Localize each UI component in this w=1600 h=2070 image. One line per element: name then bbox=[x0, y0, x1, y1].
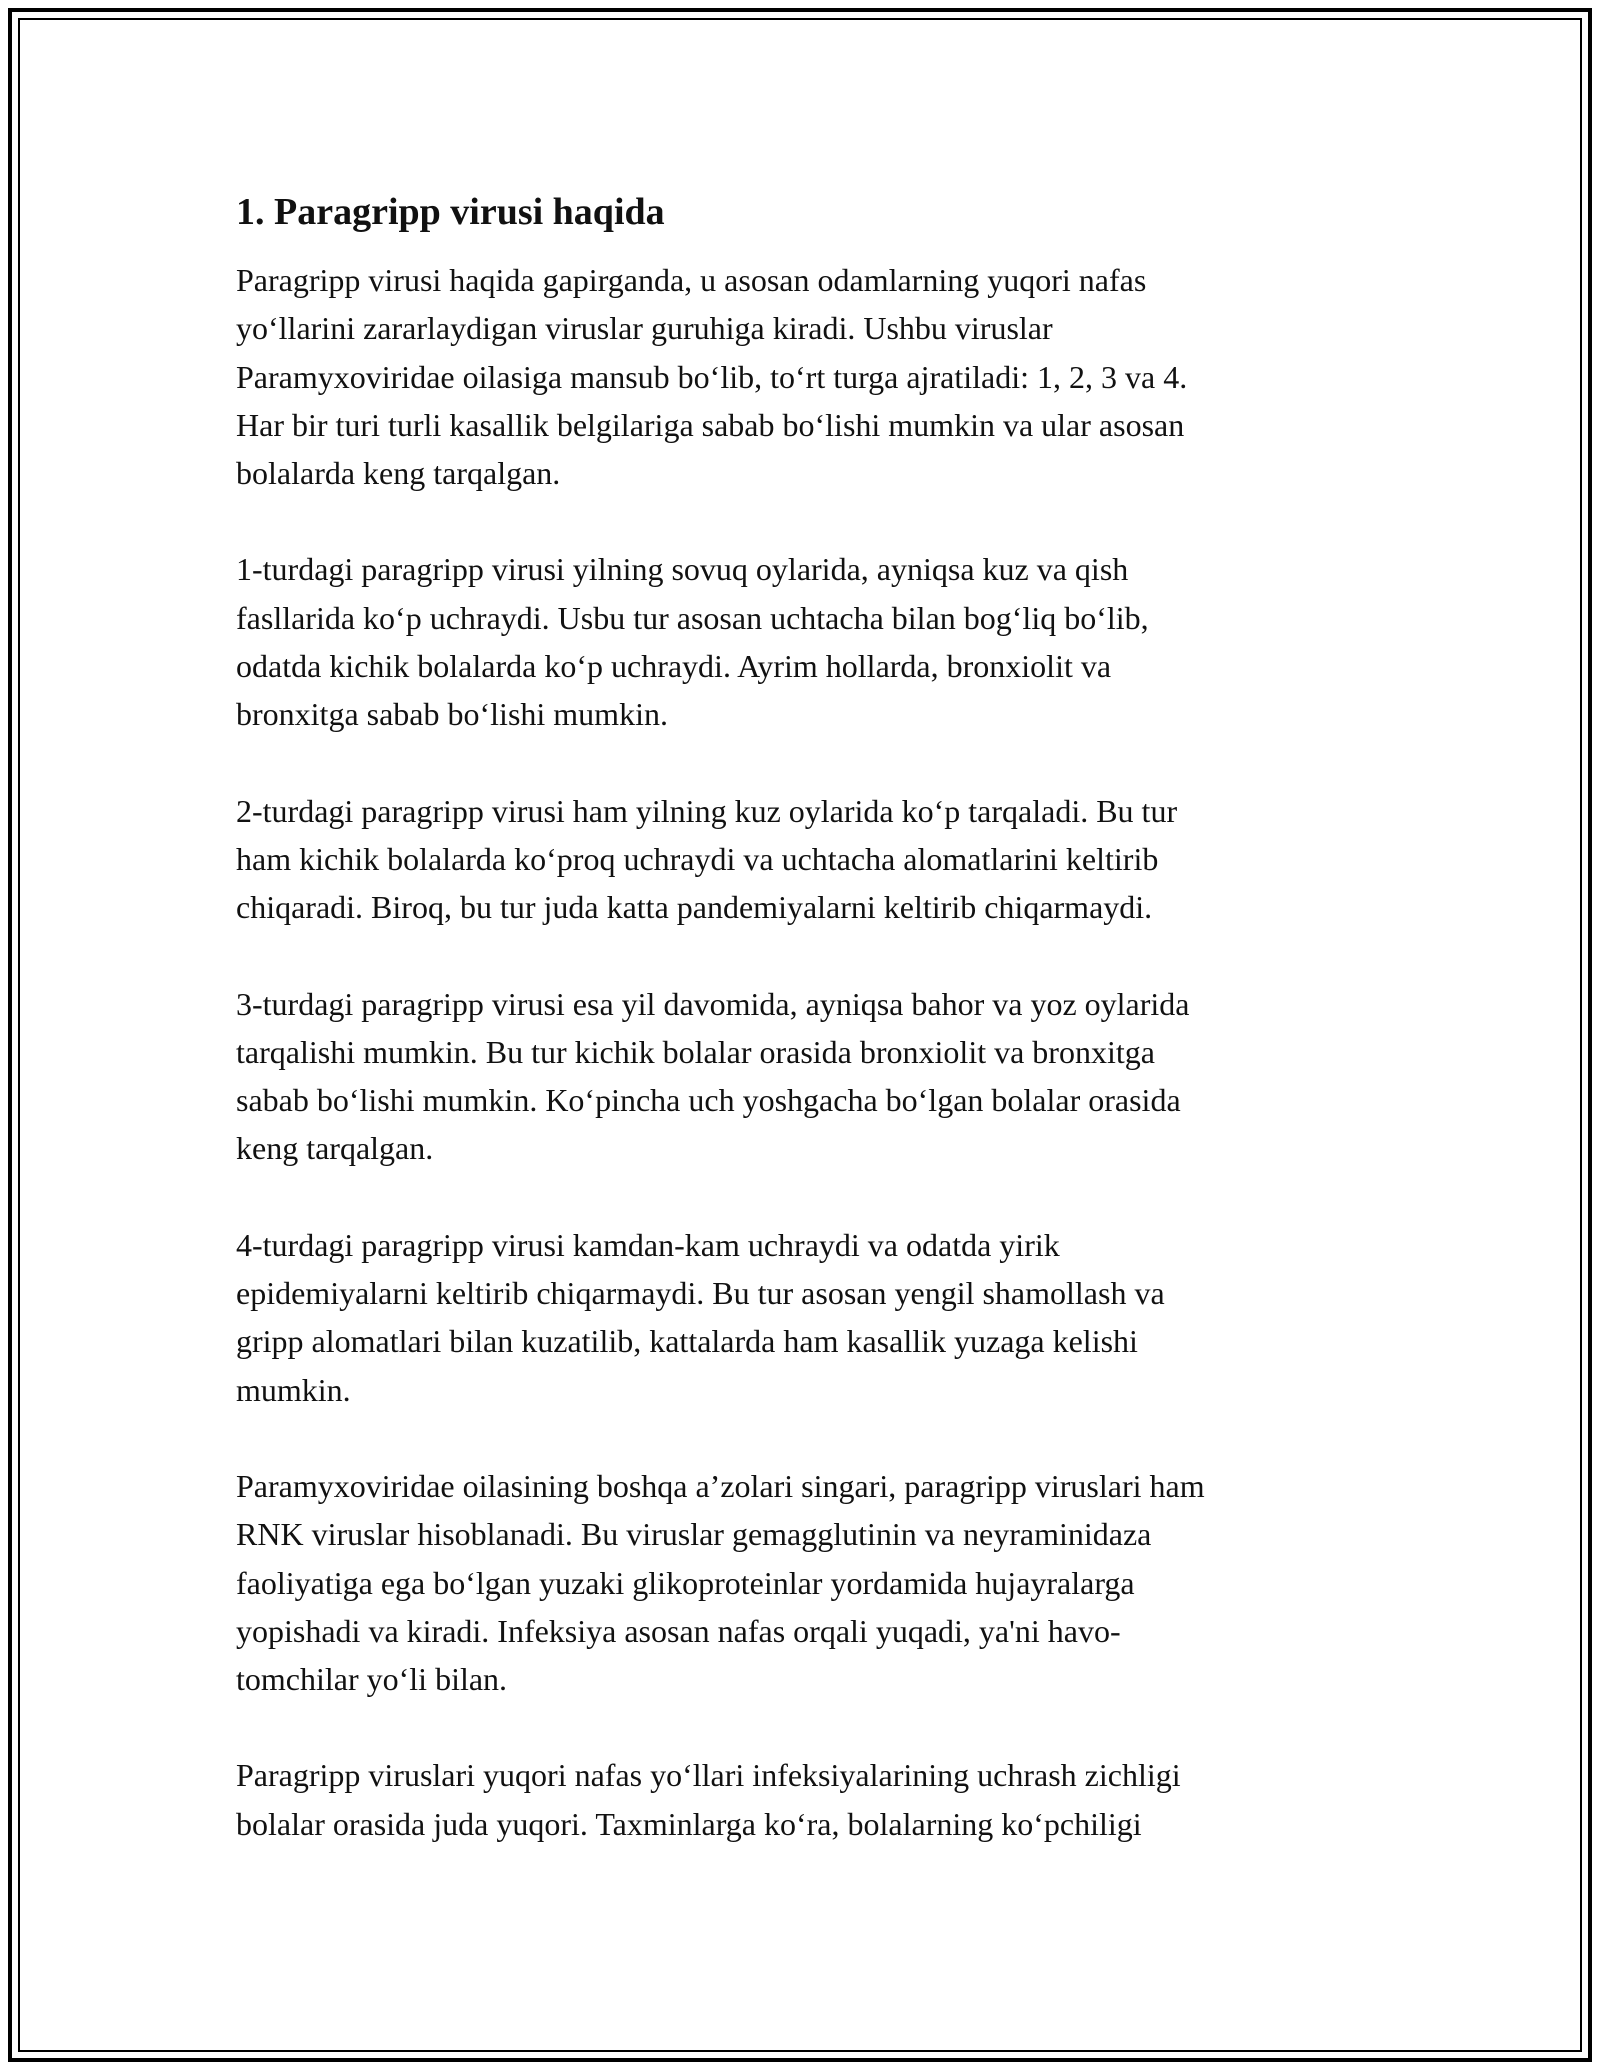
paragraph-line: tarqalishi mumkin. Bu tur kichik bolalar orasida bronxiolit va bronxitga bbox=[236, 1033, 1155, 1070]
paragraph-line: epidemiyalarni keltirib chiqarmaydi. Bu tur asosan yengil shamollash va bbox=[236, 1275, 1165, 1312]
paragraph bbox=[236, 256, 1356, 497]
paragraph bbox=[236, 1462, 1356, 1703]
section-heading: 1. Paragripp virusi haqida bbox=[236, 191, 665, 233]
paragraph bbox=[236, 980, 1356, 1173]
paragraph-line: gripp alomatlari bilan kuzatilib, kattalarda ham kasallik yuzaga kelishi bbox=[236, 1323, 1138, 1360]
paragraph bbox=[236, 787, 1356, 932]
paragraph-line: yopishadi va kiradi. Infeksiya asosan nafas orqali yuqadi, ya'ni havo- bbox=[236, 1612, 1121, 1649]
paragraph-line: 1-turdagi paragripp virusi yilning sovuq oylarida, ayniqsa kuz va qish bbox=[236, 551, 1129, 588]
paragraph-line: 4-turdagi paragripp virusi kamdan-kam uchraydi va odatda yirik bbox=[236, 1226, 1060, 1263]
paragraph-line: odatda kichik bolalarda ko‘p uchraydi. Ayrim hollarda, bronxiolit va bbox=[236, 648, 1112, 685]
paragraph-line: Har bir turi turli kasallik belgilariga sabab bo‘lishi mumkin va ular asosan bbox=[236, 406, 1185, 443]
paragraph-line: bolalar orasida juda yuqori. Taxminlarga ko‘ra, bolalarning ko‘pchiligi bbox=[236, 1805, 1142, 1842]
paragraph-line: chiqaradi. Biroq, bu tur juda katta pandemiyalarni keltirib chiqarmaydi. bbox=[236, 889, 1153, 926]
paragraph-line: mumkin. bbox=[236, 1371, 351, 1408]
paragraph-line: yo‘llarini zararlaydigan viruslar guruhiga kiradi. Ushbu viruslar bbox=[236, 310, 1053, 347]
paragraph-line: faoliyatiga ega bo‘lgan yuzaki glikoproteinlar yordamida hujayralarga bbox=[236, 1564, 1135, 1601]
paragraph-list bbox=[236, 256, 1356, 1848]
paragraph bbox=[236, 1221, 1356, 1414]
paragraph bbox=[236, 545, 1356, 738]
paragraph-line: keng tarqalgan. bbox=[236, 1130, 434, 1167]
paragraph-line: Paramyxoviridae oilasining boshqa a’zolari singari, paragripp viruslari ham bbox=[236, 1467, 1205, 1504]
paragraph-line: bronxitga sabab bo‘lishi mumkin. bbox=[236, 696, 668, 733]
paragraph-line: RNK viruslar hisoblanadi. Bu viruslar gemagglutinin va neyraminidaza bbox=[236, 1516, 1152, 1553]
paragraph-line: bolalarda keng tarqalgan. bbox=[236, 455, 561, 492]
paragraph-line: Paragripp virusi haqida gapirganda, u asosan odamlarning yuqori nafas bbox=[236, 262, 1147, 298]
paragraph bbox=[236, 1751, 1356, 1848]
paragraph-line: Paragripp viruslari yuqori nafas yo‘llari infeksiyalarining uchrash zichligi bbox=[236, 1757, 1181, 1794]
paragraph-line: Paramyxoviridae oilasiga mansub bo‘lib, to‘rt turga ajratiladi: 1, 2, 3 va 4. bbox=[236, 358, 1188, 395]
paragraph-line: 2-turdagi paragripp virusi ham yilning kuz oylarida ko‘p tarqaladi. Bu tur bbox=[236, 792, 1178, 829]
paragraph-line: 3-turdagi paragripp virusi esa yil davomida, ayniqsa bahor va yoz oylarida bbox=[236, 985, 1190, 1022]
paragraph-line: fasllarida ko‘p uchraydi. Usbu tur asosan uchtacha bilan bog‘liq bo‘lib, bbox=[236, 599, 1149, 636]
paragraph-line: ham kichik bolalarda ko‘proq uchraydi va uchtacha alomatlarini keltirib bbox=[236, 840, 1159, 877]
paragraph-line: sabab bo‘lishi mumkin. Ko‘pincha uch yoshgacha bo‘lgan bolalar orasida bbox=[236, 1082, 1181, 1119]
document-body bbox=[236, 186, 1356, 1896]
paragraph-line: tomchilar yo‘li bilan. bbox=[236, 1661, 508, 1698]
